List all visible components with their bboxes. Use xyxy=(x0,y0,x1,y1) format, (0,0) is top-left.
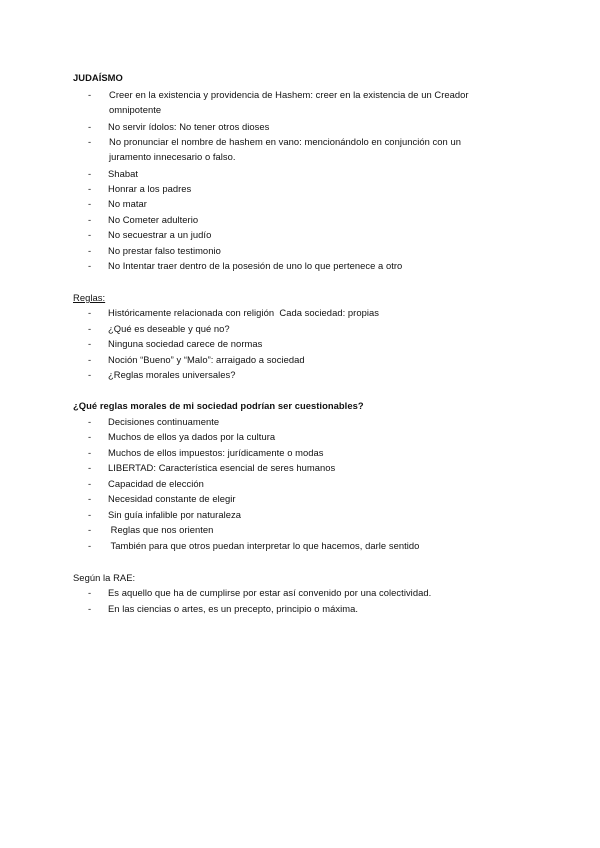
list-item-text: ¿Reglas morales universales? xyxy=(108,369,236,380)
bullet-dash: - xyxy=(88,198,92,209)
bullet-dash: - xyxy=(88,540,92,551)
list-item xyxy=(88,198,147,210)
list-item-text: Ninguna sociedad carece de normas xyxy=(108,338,263,349)
bullet-dash: - xyxy=(88,587,92,598)
bullet-dash: - xyxy=(88,509,92,520)
list-item-text: Shabat xyxy=(108,168,139,179)
list-item xyxy=(88,431,275,443)
bullet-dash: - xyxy=(88,354,92,365)
list-item-text: También para que otros puedan interpretar lo que hacemos, darle sentido xyxy=(108,540,420,551)
list-item xyxy=(88,214,198,226)
bullet-dash: - xyxy=(88,168,92,179)
bullet-dash: - xyxy=(88,462,92,473)
list-item xyxy=(88,338,262,350)
list-item-text: Capacidad de elección xyxy=(108,478,204,489)
list-item xyxy=(88,183,191,195)
bullet-dash: - xyxy=(88,524,92,535)
list-item-text: En las ciencias o artes, es un precepto, principio o máxima. xyxy=(108,603,358,614)
bullet-dash: - xyxy=(88,603,92,614)
list-item-text: No secuestrar a un judío xyxy=(108,229,212,240)
list-item xyxy=(88,447,324,459)
list-item xyxy=(88,493,236,505)
bullet-dash: - xyxy=(88,369,92,380)
list-item-text: Históricamente relacionada con religión Cada sociedad: propias xyxy=(108,307,380,318)
list-item xyxy=(88,245,221,257)
list-item-text: Muchos de ellos impuestos: jurídicamente o modas xyxy=(108,447,324,458)
bullet-dash: - xyxy=(88,183,92,194)
list-item-text: Creer en la existencia y providencia de Hashem: creer en la existencia de un Creador omnipotente xyxy=(109,89,469,116)
bullet-dash: - xyxy=(88,493,92,504)
section-title-rae: Según la RAE: xyxy=(73,572,136,583)
bullet-dash: - xyxy=(88,214,92,225)
list-item-text: No pronunciar el nombre de hashem en vano: mencionándolo en conjunción con un juramento innecesario o falso. xyxy=(109,136,461,163)
list-item-text: No prestar falso testimonio xyxy=(108,245,221,256)
list-item xyxy=(88,369,236,381)
list-item-text: LIBERTAD: Característica esencial de seres humanos xyxy=(108,462,336,473)
list-item-text: Sin guía infalible por naturaleza xyxy=(108,509,241,520)
bullet-dash: - xyxy=(88,260,92,271)
list-item xyxy=(88,307,379,319)
list-item-text: Decisiones continuamente xyxy=(108,416,220,427)
list-item-text: Honrar a los padres xyxy=(108,183,192,194)
list-item xyxy=(88,478,204,490)
list-item xyxy=(88,168,138,180)
bullet-dash: - xyxy=(88,307,92,318)
list-item xyxy=(88,354,305,366)
bullet-dash: - xyxy=(88,447,92,458)
list-item-text: No matar xyxy=(108,198,147,209)
list-item-text: Muchos de ellos ya dados por la cultura xyxy=(108,431,276,442)
list-item xyxy=(88,509,241,521)
bullet-dash: - xyxy=(88,245,92,256)
list-item xyxy=(88,462,335,474)
list-item-text: Reglas que nos orienten xyxy=(108,524,214,535)
bullet-dash: - xyxy=(88,431,92,442)
list-item xyxy=(88,229,211,241)
bullet-dash: - xyxy=(88,416,92,427)
list-item-text: Es aquello que ha de cumplirse por estar así convenido por una colectividad. xyxy=(108,587,432,598)
bullet-dash: - xyxy=(88,478,92,489)
list-item-text: Necesidad constante de elegir xyxy=(108,493,236,504)
bullet-dash: - xyxy=(88,136,92,147)
list-item xyxy=(88,587,431,599)
bullet-dash: - xyxy=(88,338,92,349)
list-item xyxy=(88,540,419,552)
list-item-text: Noción “Bueno” y “Malo”: arraigado a sociedad xyxy=(108,354,305,365)
list-item xyxy=(88,416,219,428)
list-item-text: No Intentar traer dentro de la posesión de uno lo que pertenece a otro xyxy=(108,260,403,271)
section-title-reglas: Reglas: xyxy=(73,292,106,303)
list-item xyxy=(88,524,213,536)
list-item xyxy=(88,121,269,133)
section-title-cuestionables: ¿Qué reglas morales de mi sociedad podrían ser cuestionables? xyxy=(73,400,364,411)
bullet-dash: - xyxy=(88,89,92,100)
list-item-text: ¿Qué es deseable y qué no? xyxy=(108,323,230,334)
bullet-dash: - xyxy=(88,229,92,240)
list-item xyxy=(88,603,358,615)
list-item xyxy=(88,260,402,272)
bullet-dash: - xyxy=(88,121,92,132)
list-item-text: No Cometer adulterio xyxy=(108,214,199,225)
section-title-judaismo: JUDAÍSMO xyxy=(73,72,123,83)
list-item-text: No servir ídolos: No tener otros dioses xyxy=(108,121,270,132)
list-item xyxy=(88,323,230,335)
bullet-dash: - xyxy=(88,323,92,334)
